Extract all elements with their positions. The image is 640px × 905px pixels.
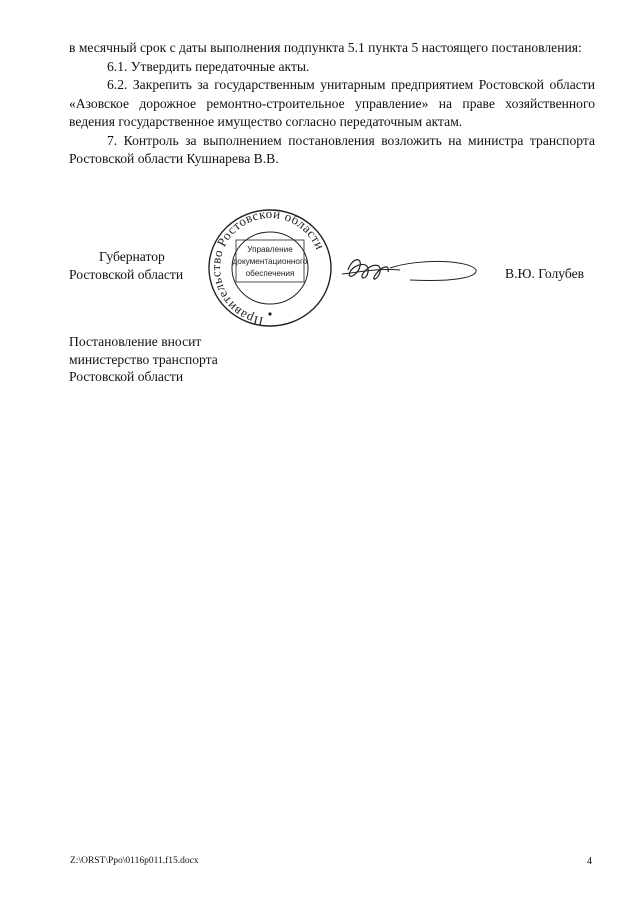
footer-file-path: Z:\ORST\Ppo\0116p011.f15.docx	[70, 856, 199, 866]
official-stamp	[205, 206, 335, 330]
submitted-by-line1: Постановление вносит	[69, 334, 202, 349]
governor-title-line2: Ростовской области	[69, 267, 184, 282]
stamp-center-line3: обеспечения	[245, 269, 295, 278]
governor-name: В.Ю. Голубев	[505, 266, 585, 281]
governor-title	[69, 248, 183, 284]
footer-page-number: 4	[587, 856, 592, 867]
stamp-center-line1: Управление	[247, 245, 293, 254]
governor-title-line1: Губернатор	[99, 249, 165, 264]
handwritten-signature	[340, 250, 480, 290]
stamp-ring-text: Правительство Ростовской области	[208, 206, 328, 330]
paragraph-6-2: 6.2. Закрепить за государственным унитарным предприятием Ростовской области «Азовское дорожное ремонтно-строительное управление» на праве хозяйственного ведения государственное имущество согласно передаточным актам.	[69, 77, 595, 129]
paragraph-6-1: 6.1. Утвердить передаточные акты.	[107, 58, 310, 74]
submitted-by-line3: Ростовской области	[69, 369, 184, 384]
submitted-by-line2: министерство транспорта	[69, 351, 218, 367]
submitted-by-block	[69, 333, 218, 386]
paragraph-7: 7. Контроль за выполнением постановления возложить на министра транспорта Ростовской области Кушнарева В.В.	[69, 132, 595, 166]
stamp-center-line2: документационного	[232, 257, 308, 266]
paragraph-continued: в месячный срок с даты выполнения подпункта 5.1 пункта 5 настоящего постановления:	[69, 40, 582, 55]
body-text	[69, 39, 595, 169]
